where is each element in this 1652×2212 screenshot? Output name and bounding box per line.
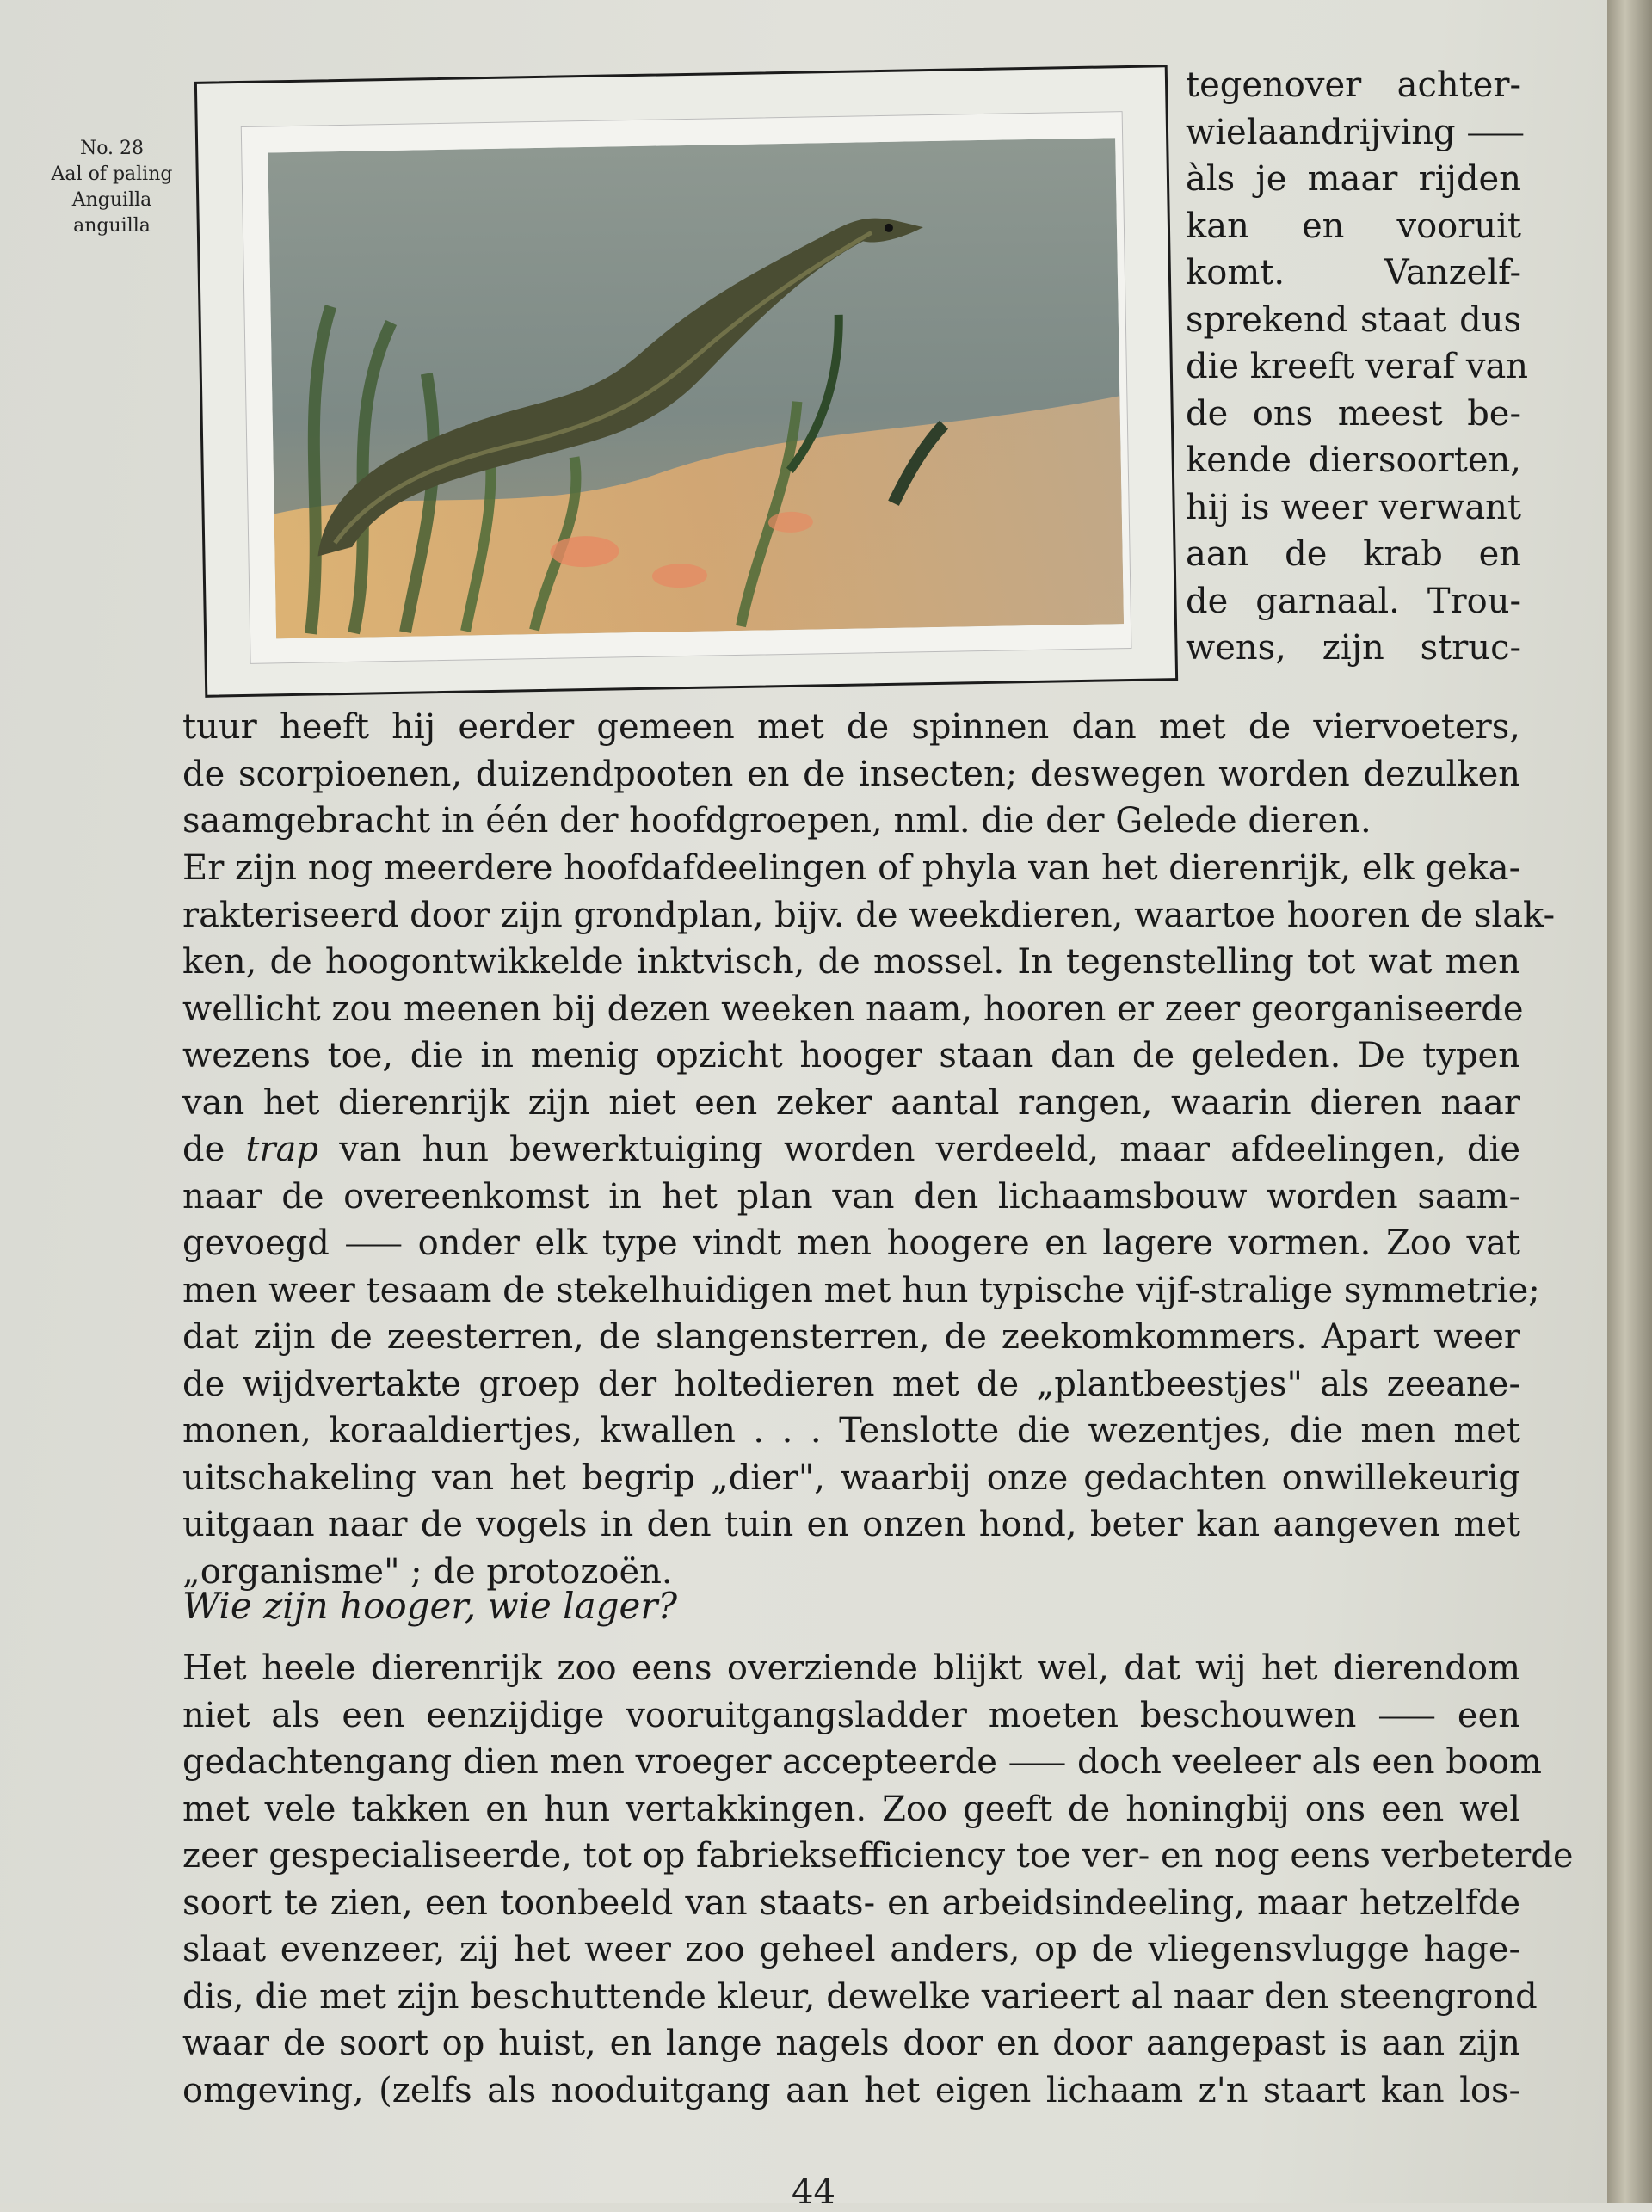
text-line: de ons meest be- xyxy=(1186,393,1521,434)
paragraph-2 xyxy=(182,845,1556,1595)
text-line: kan en vooruit xyxy=(1186,206,1521,246)
text-line: de scorpioenen, duizendpooten en de insecten; deswegen worden dezulken xyxy=(182,754,1520,794)
eel-illustration xyxy=(268,138,1124,638)
text-line: komt. Vanzelf- xyxy=(1186,253,1521,293)
paragraph-3 xyxy=(182,1645,1574,2114)
text-line: Het heele dierenrijk zoo eens overziende blijkt wel, dat wij het dierendom xyxy=(182,1648,1520,1688)
page-number: 44 xyxy=(792,2172,835,2212)
text-line: zeer gespecialiseerde, tot op fabrieksefficiency toe ver- en nog eens verbeterde xyxy=(182,1836,1574,1876)
text-line: met vele takken en hun vertakkingen. Zoo geeft de honingbij ons een wel xyxy=(182,1789,1520,1829)
text-line: aan de krab en xyxy=(1186,534,1521,574)
figure-caption xyxy=(26,136,198,239)
text-line: kende diersoorten, xyxy=(1186,441,1521,480)
text-line: monen, koraaldiertjes, kwallen . . . Tenslotte die wezentjes, die men met xyxy=(182,1411,1520,1451)
text-line: wens, zijn struc- xyxy=(1186,628,1521,668)
text-line: soort te zien, een toonbeeld van staats- en arbeidsindeeling, maar hetzelfde xyxy=(182,1882,1520,1923)
text-line: slaat evenzeer, zij het weer zoo geheel anders, op de vliegensvlugge hage- xyxy=(182,1930,1520,1969)
text-line: de wijdvertakte groep der holtedieren met de „plantbeestjes" als zeeane- xyxy=(182,1364,1520,1404)
text-line: gevoegd ⸺ onder elk type vindt men hoogere en lagere vormen. Zoo vat xyxy=(182,1223,1520,1263)
text-line: tegenover achter- xyxy=(1186,65,1521,105)
caption-species: anguilla xyxy=(73,215,151,237)
text-line: àls je maar rijden xyxy=(1186,159,1521,199)
caption-genus: Anguilla xyxy=(71,189,152,211)
text-line: saamgebracht in één der hoofdgroepen, nml. die der Gelede dieren. xyxy=(182,801,1372,841)
text-line: uitgaan naar de vogels in den tuin en onzen hond, beter kan aangeven met xyxy=(182,1505,1520,1544)
text-line: gedachtengang dien men vroeger accepteerde ⸺ doch veeleer als een boom xyxy=(182,1742,1542,1782)
italic-word: trap xyxy=(245,1130,319,1169)
text-line: wielaandrijving ⸺ xyxy=(1186,112,1526,152)
text-line: tuur heeft hij eerder gemeen met de spinnen dan met de viervoeters, xyxy=(182,707,1520,747)
text-line: van het dierenrijk zijn niet een zeker aantal rangen, waarin dieren naar xyxy=(182,1082,1520,1123)
caption-number: No. 28 xyxy=(79,138,145,159)
text-line: niet als een eenzijdige vooruitgangsladder moeten beschouwen ⸺ een xyxy=(182,1695,1520,1735)
text-line: wezens toe, die in menig opzicht hooger staan dan de geleden. De typen xyxy=(182,1036,1520,1075)
text-line: de garnaal. Trou- xyxy=(1186,581,1521,621)
text-line: die kreeft veraf van xyxy=(1186,347,1529,386)
text-line: men weer tesaam de stekelhuidigen met hun typische vijf-stralige symmetrie; xyxy=(182,1270,1540,1310)
text-line: hij is weer verwant xyxy=(1186,487,1521,527)
text-line: uitschakeling van het begrip „dier", waarbij onze gedachten onwillekeurig xyxy=(182,1457,1520,1498)
text-line: „organisme" ; de protozoën. xyxy=(182,1551,673,1592)
text-line: de trap van hun bewerktuiging worden verdeeld, maar afdeelingen, die xyxy=(182,1130,1521,1169)
text-line: Er zijn nog meerdere hoofdafdeelingen of phyla van het dierenrijk, elk geka- xyxy=(182,848,1521,888)
page-edge xyxy=(1607,0,1652,2203)
text-line: waar de soort op huist, en lange nagels door en door aangepast is aan zijn xyxy=(182,2024,1520,2063)
caption-common-name: Aal of paling xyxy=(51,163,173,185)
text-line: omgeving, (zelfs als nooduitgang aan het eigen lichaam z'n staart kan los- xyxy=(182,2070,1520,2110)
text-line: dat zijn de zeesterren, de slangensterren, de zeekomkommers. Apart weer xyxy=(182,1317,1520,1357)
text-line: dis, die met zijn beschuttende kleur, dewelke varieert al naar den steengrond xyxy=(182,1976,1538,2017)
illustration-plate xyxy=(241,111,1132,664)
illustration-frame xyxy=(194,65,1178,698)
section-heading: Wie zijn hooger, wie lager? xyxy=(182,1585,677,1627)
text-line: rakteriseerd door zijn grondplan, bijv. de weekdieren, waartoe hooren de slak- xyxy=(182,895,1556,935)
text-line: ken, de hoogontwikkelde inktvisch, de mossel. In tegenstelling tot wat men xyxy=(182,942,1520,982)
paragraph-1 xyxy=(182,704,1520,845)
text-line: wellicht zou meenen bij dezen weeken naam, hooren er zeer georganiseerde xyxy=(182,989,1524,1029)
right-column-text xyxy=(1186,62,1529,672)
text-line: naar de overeenkomst in het plan van den lichaamsbouw worden saam- xyxy=(182,1176,1520,1217)
text-line: sprekend staat dus xyxy=(1186,299,1521,340)
